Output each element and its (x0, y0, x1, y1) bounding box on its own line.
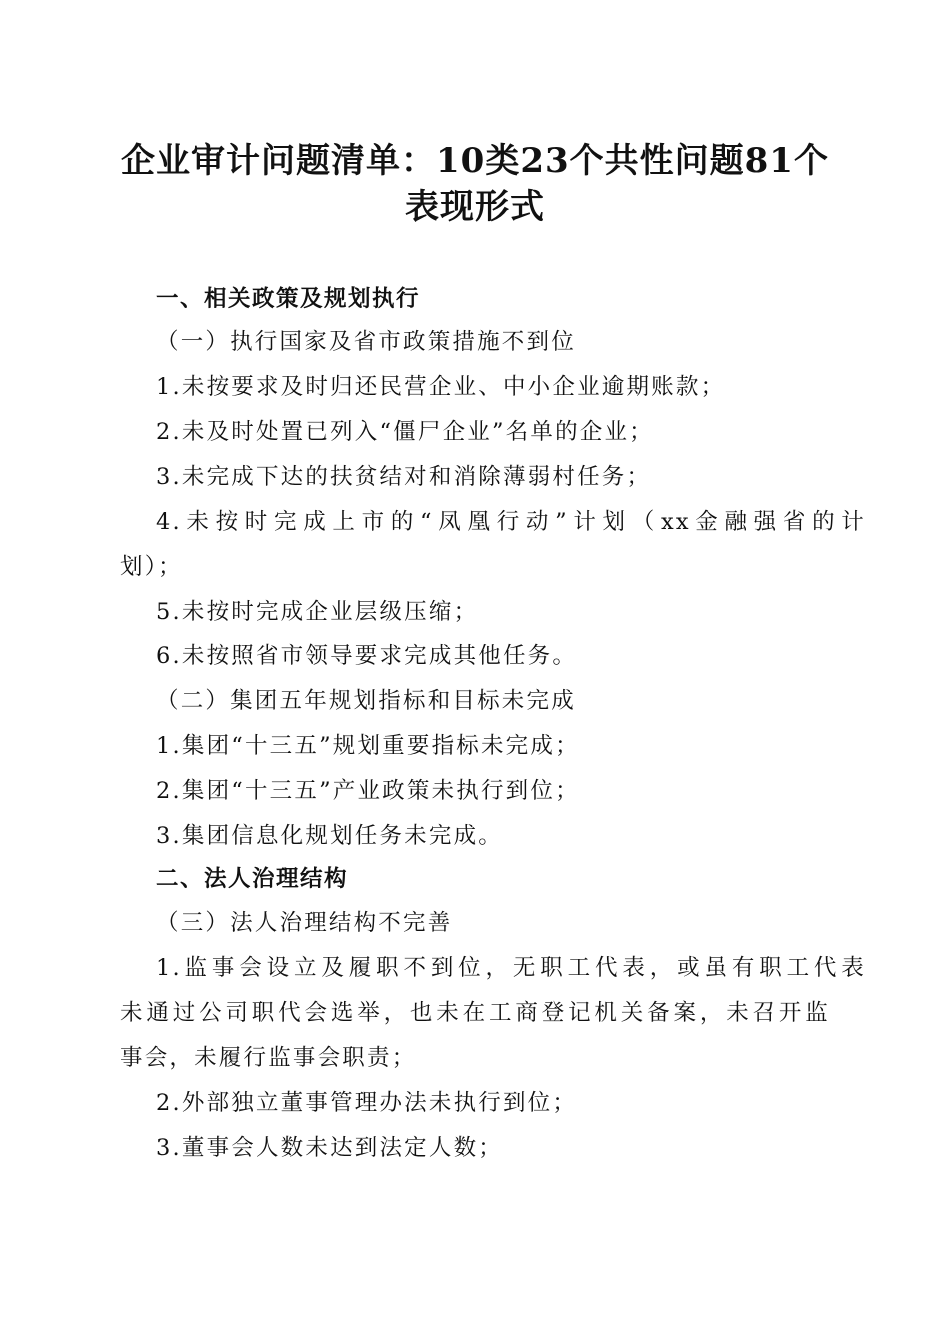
list-item-line: 1.监事会设立及履职不到位，无职工代表，或虽有职工代表 (156, 955, 866, 981)
list-item: 6.未按照省市领导要求完成其他任务。 (156, 643, 578, 669)
section-heading: 一、相关政策及规划执行 (156, 286, 421, 312)
list-item: 2.外部独立董事管理办法未执行到位； (156, 1090, 578, 1116)
list-item: 2.未及时处置已列入“僵尸企业”名单的企业； (156, 419, 654, 445)
list-item: 1.未按要求及时归还民营企业、中小企业逾期账款； (156, 374, 726, 400)
list-item-line: 事会，未履行监事会职责； (120, 1045, 417, 1071)
subsection-heading: （一）执行国家及省市政策措施不到位 (156, 329, 576, 355)
list-item-line: 未通过公司职代会选举，也未在工商登记机关备案，未召开监 (120, 1000, 830, 1026)
section-heading: 二、法人治理结构 (156, 866, 349, 892)
subsection-heading: （二）集团五年规划指标和目标未完成 (156, 688, 576, 714)
list-item-line: 4.未按时完成上市的“凤凰行动”计划（xx金融强省的计 (156, 509, 866, 535)
subsection-heading: （三）法人治理结构不完善 (156, 910, 453, 936)
list-item: 5.未按时完成企业层级压缩； (156, 599, 479, 625)
list-item-line: 划）； (120, 554, 183, 580)
list-item: 3.董事会人数未达到法定人数； (156, 1135, 503, 1161)
list-item: 3.集团信息化规划任务未完成。 (156, 823, 503, 849)
list-item: 3.未完成下达的扶贫结对和消除薄弱村任务； (156, 464, 652, 490)
list-item: 1.集团“十三五”规划重要指标未完成； (156, 733, 580, 759)
document-title-line-2: 表现形式 (405, 187, 545, 227)
list-item: 2.集团“十三五”产业政策未执行到位； (156, 778, 580, 804)
document-title-line-1: 企业审计问题清单：10类23个共性问题81个 (121, 141, 829, 181)
